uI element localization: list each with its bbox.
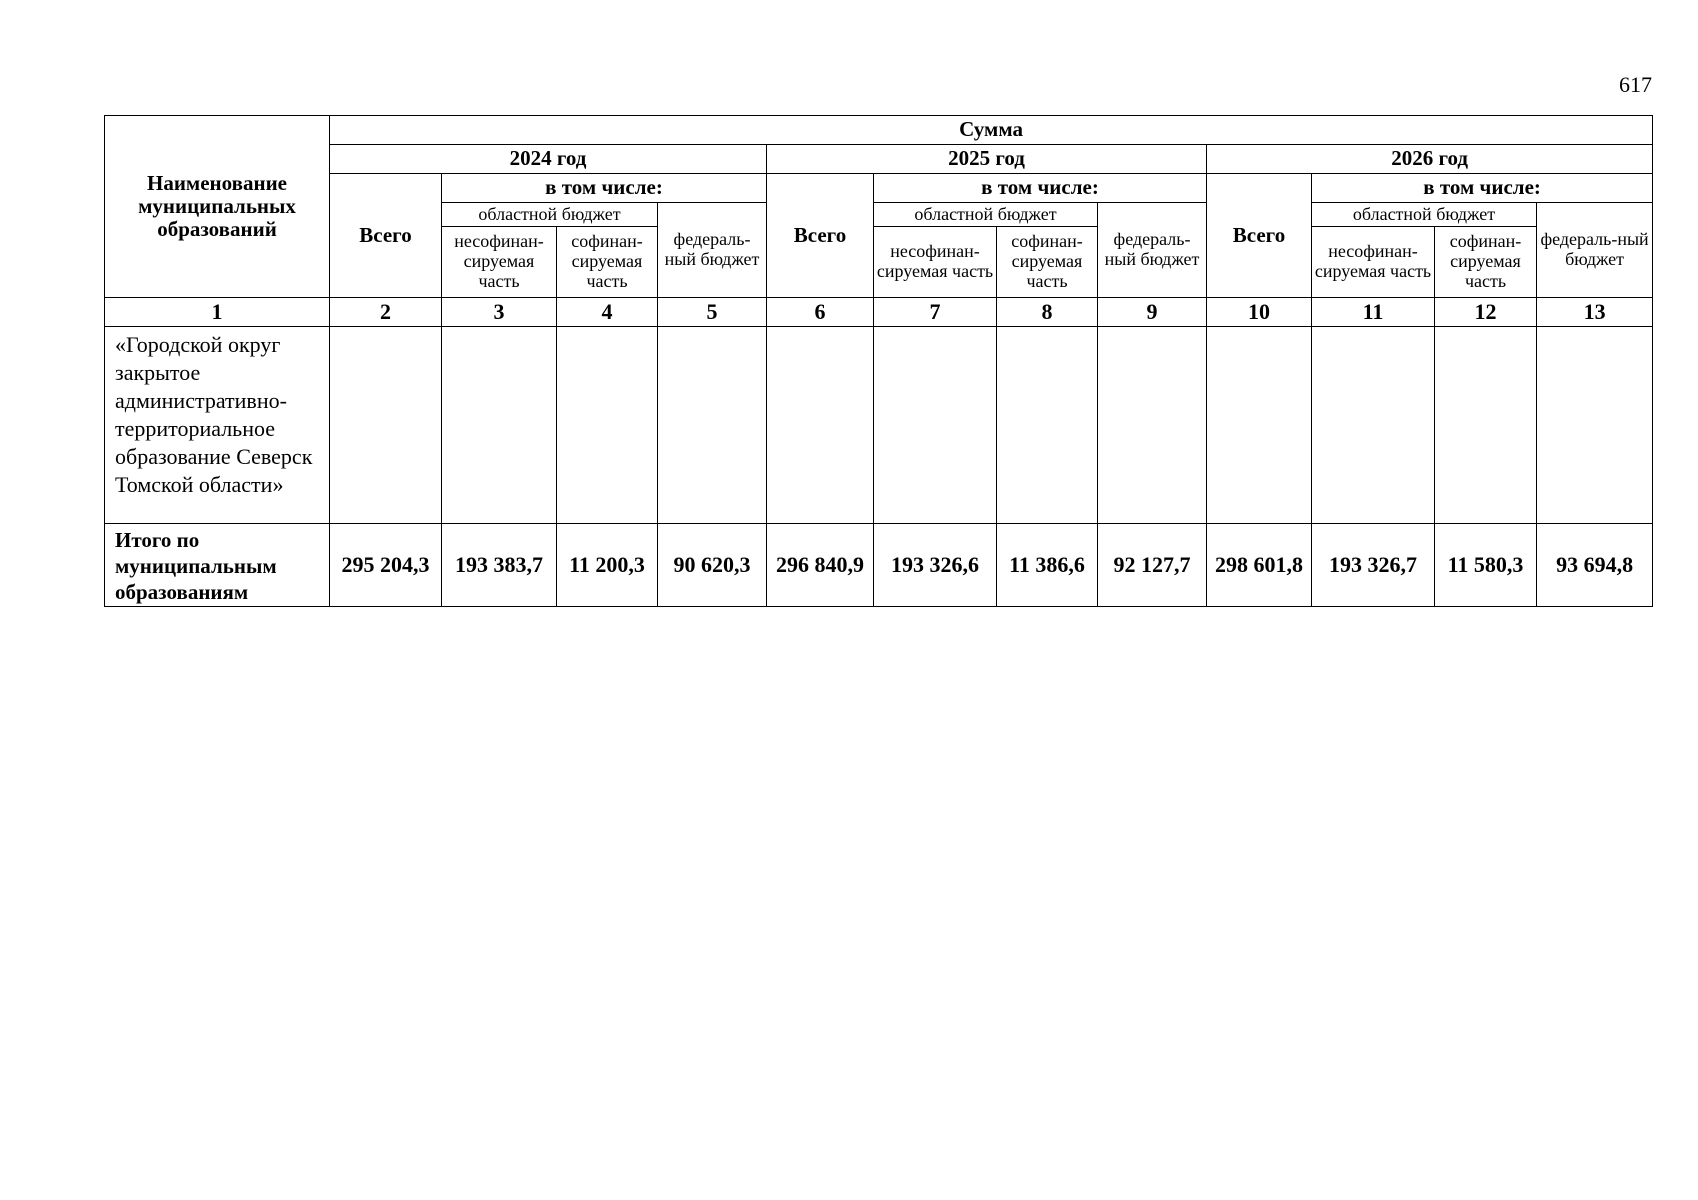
column-number: 13 (1537, 298, 1653, 327)
total-value: 11 580,3 (1435, 524, 1537, 607)
column-number: 4 (557, 298, 658, 327)
budget-allocation-table (104, 115, 1653, 607)
non-cofinanced-2026-header: несофинан-сируемая часть (1312, 227, 1435, 298)
total-value: 92 127,7 (1098, 524, 1207, 607)
column-number: 12 (1435, 298, 1537, 327)
column-number: 10 (1207, 298, 1312, 327)
cofinanced-2025-header: софинан-сируемая часть (997, 227, 1098, 298)
total-value: 93 694,8 (1537, 524, 1653, 607)
total-2026-header: Всего (1207, 174, 1312, 298)
page-number: 617 (1619, 72, 1652, 97)
value-cell (997, 327, 1098, 524)
value-cell (874, 327, 997, 524)
total-row (105, 524, 1653, 607)
column-number: 5 (658, 298, 767, 327)
municipality-name: «Городской округ закрытое административно-территориальное образование Северск Томской области» (105, 327, 330, 524)
total-value: 11 200,3 (557, 524, 658, 607)
non-cofinanced-2025-header: несофинан-сируемая часть (874, 227, 997, 298)
total-row-label: Итого по муниципальным образованиям (105, 524, 330, 607)
column-number: 9 (1098, 298, 1207, 327)
total-2025-header: Всего (767, 174, 874, 298)
total-value: 193 326,7 (1312, 524, 1435, 607)
total-value: 295 204,3 (330, 524, 442, 607)
value-cell (557, 327, 658, 524)
total-value: 90 620,3 (658, 524, 767, 607)
year-2025-header: 2025 год (767, 145, 1207, 174)
federal-budget-2024-header: федераль-ный бюджет (658, 203, 767, 298)
value-cell (1537, 327, 1653, 524)
column-number: 7 (874, 298, 997, 327)
year-2026-header: 2026 год (1207, 145, 1653, 174)
total-value: 298 601,8 (1207, 524, 1312, 607)
federal-budget-2025-header: федераль-ный бюджет (1098, 203, 1207, 298)
column-number: 6 (767, 298, 874, 327)
value-cell (1312, 327, 1435, 524)
column-number: 1 (105, 298, 330, 327)
total-value: 193 326,6 (874, 524, 997, 607)
column-number: 11 (1312, 298, 1435, 327)
column-number: 8 (997, 298, 1098, 327)
including-2025-header: в том числе: (874, 174, 1207, 203)
table-row (105, 327, 1653, 524)
total-value: 193 383,7 (442, 524, 557, 607)
regional-budget-2024-header: областной бюджет (442, 203, 658, 227)
federal-budget-2026-header: федераль-ный бюджет (1537, 203, 1653, 298)
cofinanced-2026-header: софинан-сируемая часть (1435, 227, 1537, 298)
column-number: 2 (330, 298, 442, 327)
value-cell (442, 327, 557, 524)
total-value: 11 386,6 (997, 524, 1098, 607)
value-cell (1207, 327, 1312, 524)
including-2026-header: в том числе: (1312, 174, 1653, 203)
regional-budget-2025-header: областной бюджет (874, 203, 1098, 227)
total-2024-header: Всего (330, 174, 442, 298)
value-cell (658, 327, 767, 524)
value-cell (330, 327, 442, 524)
year-2024-header: 2024 год (330, 145, 767, 174)
sum-header: Сумма (330, 116, 1653, 145)
non-cofinanced-2024-header: несофинан-сируемая часть (442, 227, 557, 298)
column-number: 3 (442, 298, 557, 327)
including-2024-header: в том числе: (442, 174, 767, 203)
column-number-row (105, 298, 1653, 327)
regional-budget-2026-header: областной бюджет (1312, 203, 1537, 227)
name-column-header: Наименование муниципальных образований (105, 116, 330, 298)
value-cell (1098, 327, 1207, 524)
value-cell (1435, 327, 1537, 524)
value-cell (767, 327, 874, 524)
total-value: 296 840,9 (767, 524, 874, 607)
cofinanced-2024-header: софинан-сируемая часть (557, 227, 658, 298)
